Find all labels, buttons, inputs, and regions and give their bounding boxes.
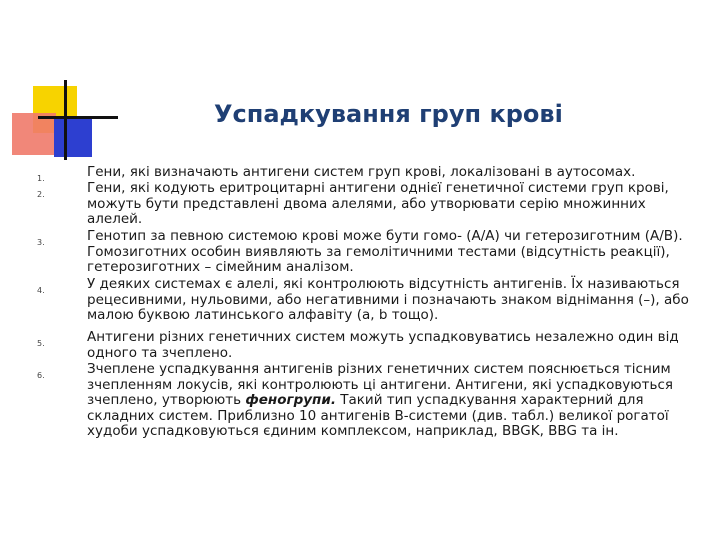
- slide-title: Успадкування груп крові: [214, 100, 563, 128]
- decor-vertical-line: [64, 80, 67, 160]
- list-item-text: [87, 362, 697, 440]
- list-item-number: 4.: [37, 286, 45, 295]
- list-item-text: Антигени різних генетичних систем можуть успадковуватись незалежно один від одного та зчеплено.: [87, 329, 679, 361]
- list-item-number: 2.: [37, 190, 45, 199]
- list-item-text: Гени, які визначають антигени систем груп крові, локалізовані в аутосомах.: [87, 164, 636, 180]
- decor-horizontal-line: [38, 116, 118, 119]
- decor-red-square: [12, 113, 56, 155]
- decor-blue-square: [54, 117, 92, 157]
- list-item-text: У деяких системах є алелі, які контролюють відсутність антигенів. Їх називаються рецесивними, нульовими, або негативними і позначають знаком віднімання (–), або малою буквою латинського алфавіту (a, b тощо).: [87, 276, 689, 323]
- list-item-text: Генотип за певною системою крові може бути гомо- (A/A) чи гетерозиготним (A/B). Гомозиготних особин виявляють за гемолітичними тестами (відсутність реакції), гетерозиготних – сімейним аналізом.: [87, 228, 683, 275]
- corner-decoration: [0, 0, 120, 170]
- list-item-text-part: Такий тип успадкування характерний для складних систем. Приблизно 10 антигенів В-системи (див. табл.) великої рогатої худоби успадковуються єдиним комплексом, наприклад, BBGK, BBG та ін.: [87, 392, 669, 439]
- list-item-text: Гени, які кодують еритроцитарні антигени однієї генетичної системи груп крові, можуть бути представлені двома алелями, або утворювати серію множинних алелей.: [87, 180, 669, 227]
- list-item-number: 6.: [37, 371, 45, 380]
- list-item-number: 3.: [37, 238, 45, 247]
- list-item-number: 1.: [37, 174, 45, 183]
- list-item-text-part: Зчеплене успадкування антигенів різних генетичних систем пояснюється тісним зчепленням локусів, які контролюють ці антигени. Антигени, які успадковуються зчеплено, утворюють: [87, 361, 674, 408]
- list-item-number: 5.: [37, 339, 45, 348]
- emphasized-term: феногрупи.: [245, 392, 336, 408]
